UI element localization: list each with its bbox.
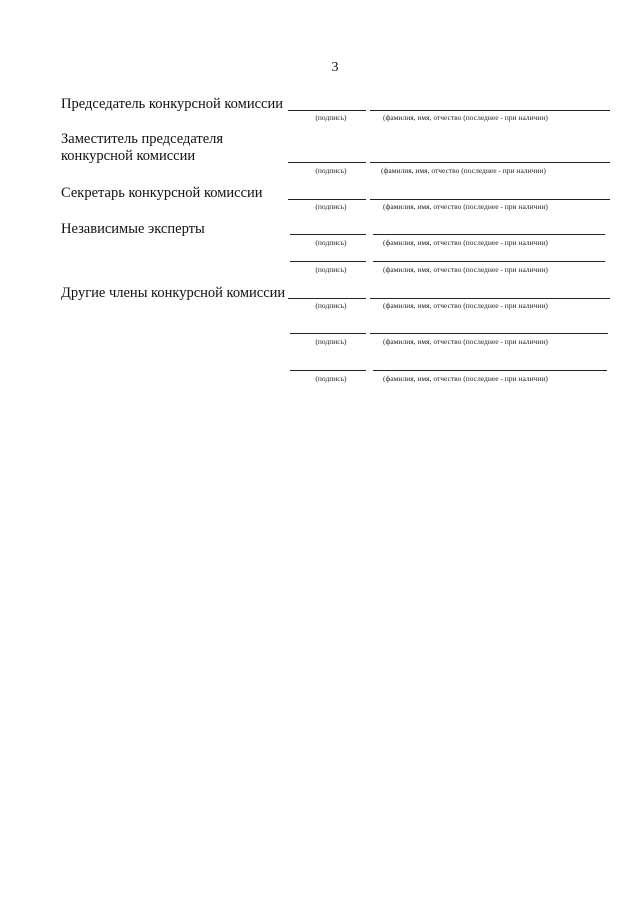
- member-2-name-caption: (фамилия, имя, отчество (последнее - при наличии): [383, 337, 548, 346]
- expert-1-name-caption: (фамилия, имя, отчество (последнее - при наличии): [383, 238, 548, 247]
- chairman-name-caption: (фамилия, имя, отчество (последнее - при наличии): [383, 113, 548, 122]
- deputy-signature-caption: (подпись): [315, 166, 347, 175]
- chairman-signature-line[interactable]: [288, 110, 366, 111]
- member-3-signature-line[interactable]: [290, 370, 366, 371]
- secretary-name-caption: (фамилия, имя, отчество (последнее - при наличии): [383, 202, 548, 211]
- role-experts-label: Независимые эксперты: [61, 221, 205, 237]
- role-other-members-label: Другие члены конкурсной комиссии: [61, 285, 286, 301]
- secretary-signature-line[interactable]: [288, 199, 366, 200]
- member-2-signature-caption: (подпись): [315, 337, 347, 346]
- deputy-name-line[interactable]: [370, 162, 610, 163]
- role-chairman-label: Председатель конкурсной комиссии: [61, 96, 283, 112]
- page-number: 3: [331, 60, 339, 75]
- member-3-name-caption: (фамилия, имя, отчество (последнее - при наличии): [383, 374, 548, 383]
- chairman-name-line[interactable]: [370, 110, 610, 111]
- secretary-name-line[interactable]: [370, 199, 610, 200]
- expert-2-signature-caption: (подпись): [315, 265, 347, 274]
- role-deputy-label-line2: конкурсной комиссии: [61, 148, 196, 164]
- role-deputy-label-line1: Заместитель председателя: [61, 131, 224, 147]
- member-1-signature-line[interactable]: [288, 298, 366, 299]
- member-1-signature-caption: (подпись): [315, 301, 347, 310]
- member-2-name-line[interactable]: [370, 333, 608, 334]
- member-3-name-line[interactable]: [373, 370, 607, 371]
- expert-2-name-caption: (фамилия, имя, отчество (последнее - при наличии): [383, 265, 548, 274]
- member-2-signature-line[interactable]: [290, 333, 366, 334]
- expert-2-signature-line[interactable]: [290, 261, 366, 262]
- deputy-signature-line[interactable]: [288, 162, 366, 163]
- member-1-name-caption: (фамилия, имя, отчество (последнее - при наличии): [383, 301, 548, 310]
- expert-1-name-line[interactable]: [373, 234, 605, 235]
- expert-2-name-line[interactable]: [373, 261, 605, 262]
- member-1-name-line[interactable]: [370, 298, 610, 299]
- expert-1-signature-line[interactable]: [290, 234, 366, 235]
- chairman-signature-caption: (подпись): [315, 113, 347, 122]
- expert-1-signature-caption: (подпись): [315, 238, 347, 247]
- member-3-signature-caption: (подпись): [315, 374, 347, 383]
- deputy-name-caption: (фамилия, имя, отчество (последнее - при наличии): [381, 166, 546, 175]
- role-secretary-label: Секретарь конкурсной комиссии: [61, 185, 263, 201]
- secretary-signature-caption: (подпись): [315, 202, 347, 211]
